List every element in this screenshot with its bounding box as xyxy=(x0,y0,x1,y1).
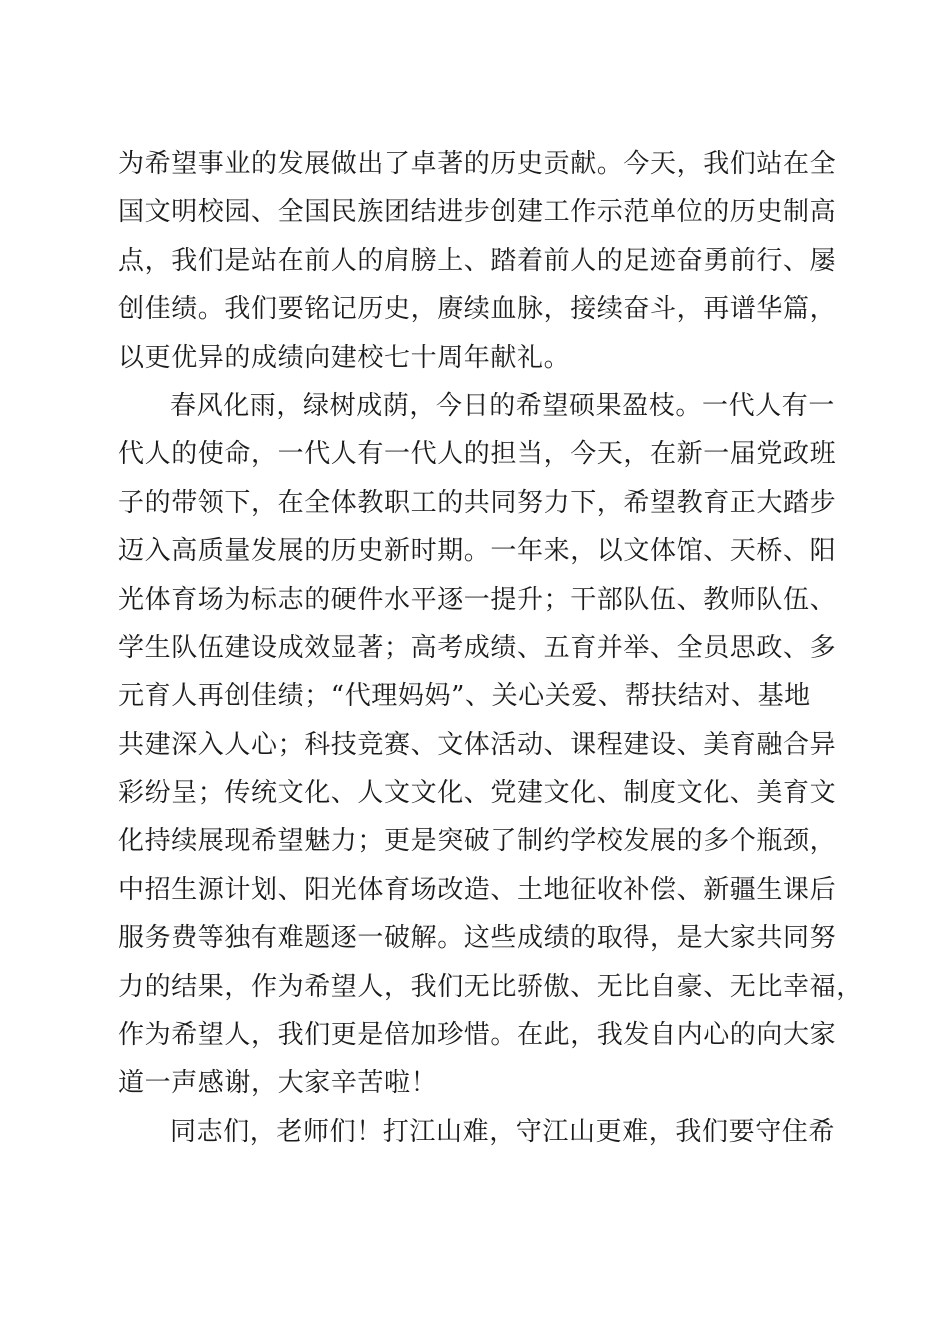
text-line: 彩纷呈；传统文化、人文文化、党建文化、制度文化、美育文 xyxy=(118,778,837,809)
text-line: 春风化雨，绿树成荫，今日的希望硕果盈枝。一代人有一 xyxy=(170,390,836,421)
text-line: 以更优异的成绩向建校七十周年献礼。 xyxy=(118,342,571,373)
text-line: 元育人再创佳绩；“代理妈妈”、关心关爱、帮扶结对、基地 xyxy=(118,681,811,712)
text-line: 同志们，老师们！打江山难，守江山更难，我们要守住希 xyxy=(170,1116,836,1147)
body-text xyxy=(118,140,863,1156)
text-line: 点，我们是站在前人的肩膀上、踏着前人的足迹奋勇前行、屡 xyxy=(118,245,837,276)
text-line: 中招生源计划、阳光体育场改造、土地征收补偿、新疆生课后 xyxy=(118,874,837,905)
text-line: 共建深入人心；科技竞赛、文体活动、课程建设、美育融合异 xyxy=(118,729,837,760)
text-line: 子的带领下，在全体教职工的共同努力下，希望教育正大踏步 xyxy=(118,487,837,518)
text-line: 国文明校园、全国民族团结进步创建工作示范单位的历史制高 xyxy=(118,197,837,228)
text-line: 为希望事业的发展做出了卓著的历史贡献。今天，我们站在全 xyxy=(118,149,837,179)
text-line: 作为希望人，我们更是倍加珍惜。在此，我发自内心的向大家 xyxy=(118,1020,837,1051)
text-line: 学生队伍建设成效显著；高考成绩、五育并举、全员思政、多 xyxy=(118,632,837,663)
text-line: 创佳绩。我们要铭记历史，赓续血脉，接续奋斗，再谱华篇， xyxy=(118,294,837,325)
text-line: 力的结果，作为希望人，我们无比骄傲、无比自豪、无比幸福， xyxy=(118,971,863,1002)
text-line: 代人的使命，一代人有一代人的担当，今天，在新一届党政班 xyxy=(118,439,837,470)
text-line: 化持续展现希望魅力；更是突破了制约学校发展的多个瓶颈， xyxy=(118,826,837,857)
text-line: 光体育场为标志的硬件水平逐一提升；干部队伍、教师队伍、 xyxy=(118,584,837,615)
text-line: 服务费等独有难题逐一破解。这些成绩的取得，是大家共同努 xyxy=(118,923,837,954)
text-line: 迈入高质量发展的历史新时期。一年来，以文体馆、天桥、阳 xyxy=(118,536,837,567)
text-line: 道一声感谢，大家辛苦啦！ xyxy=(118,1068,438,1099)
